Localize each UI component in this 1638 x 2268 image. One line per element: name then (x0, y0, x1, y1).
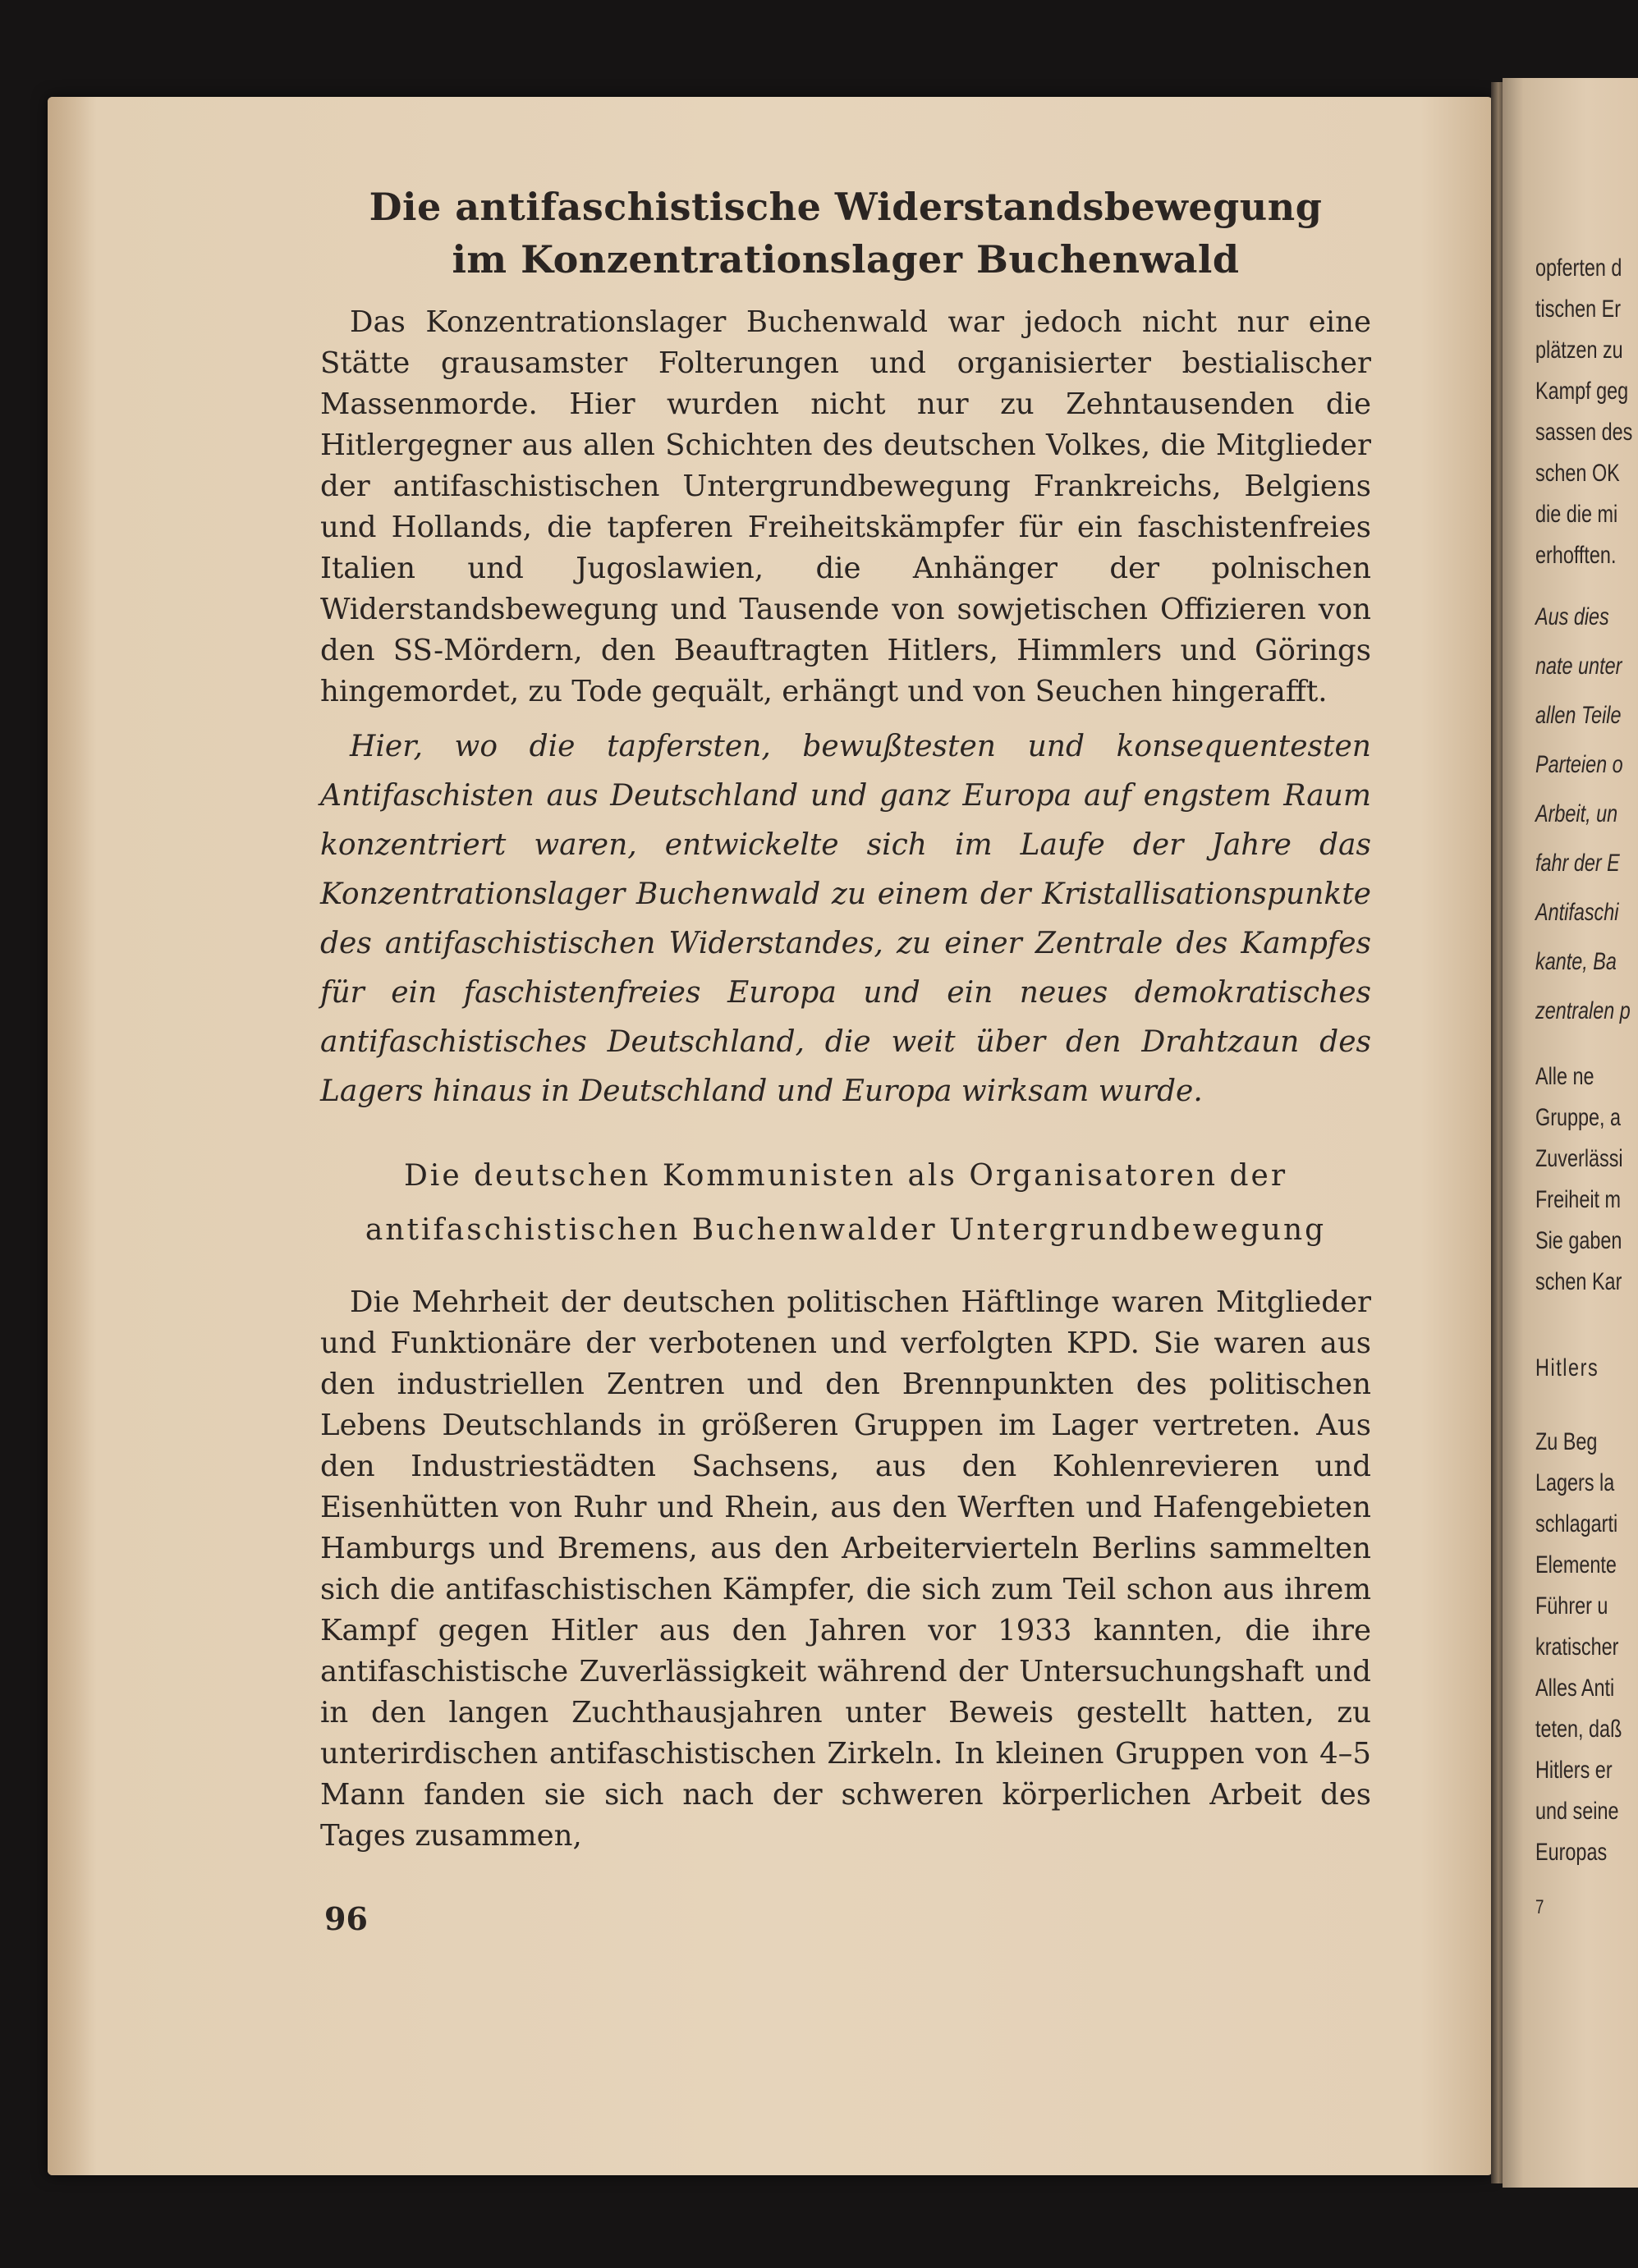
right-page-line: Lagers la (1535, 1469, 1615, 1496)
chapter-title-line1: Die antifaschistische Widerstandsbewegung (369, 185, 1323, 229)
right-page-line: teten, daß (1535, 1716, 1622, 1743)
right-page-line: erhofften. (1535, 542, 1617, 569)
right-page-line: schlagarti (1535, 1510, 1618, 1537)
page-number: 96 (324, 1900, 368, 1937)
right-page-line: Antifaschi (1535, 899, 1619, 926)
right-page-line: tischen Er (1535, 296, 1622, 323)
right-page-line: sassen des (1535, 419, 1633, 446)
paragraph-2-italic: Hier, wo die tapfersten, bewußtesten und konsequentesten Antifaschisten aus Deutschland und ganz Europa auf engstem Raum konzentriert waren, entwickelte sich im Laufe der Jahre das Konzentrationslager Buchenwald zu einem der Kristallisationspunkte des antifaschistischen Widerstandes, zu einer Zentrale des Kampfes für ein faschistenfreies Europa und ein neues demokratisches antifaschistisches Deutschland, die weit über den Drahtzaun des Lagers hinaus in Deutschland und Europa wirksam wurde. (320, 730, 1371, 1108)
right-page-line: plätzen zu (1535, 337, 1623, 364)
right-page-line: die die mi (1535, 501, 1618, 528)
paragraph-1: Das Konzentrationslager Buchenwald war jedoch nicht nur eine Stätte grausamster Folterungen und organisierter bestialischer Massenmorde. Hier wurden nicht nur zu Zehntausenden die Hitlergegner aus allen Schichten des deutschen Volkes, die Mitglieder der antifaschistischen Untergrundbewegung Frankreichs, Belgiens und Hollands, die tapferen Freiheitskämpfer für ein faschistenfreies Italien und Jugoslawien, die Anhänger der polnischen Widerstandsbewegung und Tausende von sowjetischen Offizieren von den SS-Mördern, den Beauftragten Hitlers, Himmlers und Görings hingemordet, zu Tode gequält, erhängt und von Seuchen hingerafft. (320, 305, 1371, 708)
right-page-line: Zu Beg (1535, 1428, 1598, 1455)
right-page-line: Zuverlässi (1535, 1145, 1623, 1172)
right-page-line: schen OK (1535, 460, 1620, 487)
right-page-line: kante, Ba (1535, 948, 1617, 975)
chapter-title-line2: im Konzentrationslager Buchenwald (452, 237, 1240, 282)
section-subtitle-line2: antifaschistischen Buchenwalder Untergrundbewegung (365, 1213, 1327, 1247)
right-page-line: Aus dies (1535, 603, 1609, 630)
right-page-line: Führer u (1535, 1592, 1608, 1620)
right-page-line: Freiheit m (1535, 1186, 1622, 1213)
right-page-number-fragment: 7 (1535, 1896, 1544, 1918)
paragraph-3: Die Mehrheit der deutschen politischen Häftlinge waren Mitglieder und Funktionäre der verbotenen und verfolgten KPD. Sie waren aus den industriellen Zentren und den Brennpunkten des politischen Lebens Deutschlands in größeren Gruppen im Lager vertreten. Aus den Industriestädten Sachsens, aus den Kohlenrevieren und Eisenhütten von Ruhr und Rhein, aus den Werften und Hafengebieten Hamburgs und Bremens, aus den Arbeitervierteln Berlins sammelten sich die antifaschistischen Kämpfer, die sich zum Teil schon aus ihrem Kampf gegen Hitler aus den Jahren vor 1933 kannten, die ihre antifaschistische Zuverlässigkeit während der Untersuchungshaft und in den langen Zuchthausjahren unter Beweis gestellt hatten, zu unterirdischen antifaschistischen Zirkeln. In kleinen Gruppen von 4–5 Mann fanden sie sich nach der schweren körperlichen Arbeit des Tages zusammen, (320, 1285, 1371, 1853)
right-page-line: und seine (1535, 1798, 1619, 1825)
right-page-line: Hitlers (1535, 1354, 1599, 1381)
right-page-line: Alle ne (1535, 1063, 1594, 1090)
right-page-line: Parteien o (1535, 751, 1623, 778)
right-page-line: Hitlers er (1535, 1757, 1613, 1784)
right-page-line: allen Teile (1535, 702, 1622, 729)
section-subtitle-line1: Die deutschen Kommunisten als Organisatoren der (403, 1159, 1288, 1193)
page-edge-shadow (48, 97, 97, 2175)
right-page-line: Kampf geg (1535, 378, 1629, 405)
right-page-line: Sie gaben (1535, 1227, 1622, 1254)
right-page-line: Arbeit, un (1535, 800, 1618, 827)
page-content (320, 181, 1371, 1857)
right-page-line: schen Kar (1535, 1268, 1622, 1295)
right-page-line: Europas (1535, 1839, 1608, 1866)
right-page-line: Elemente (1535, 1551, 1617, 1578)
right-page-line: opferten d (1535, 254, 1622, 282)
right-page-line: zentralen p (1535, 997, 1631, 1024)
chapter-title (320, 181, 1371, 286)
right-page-line: nate unter (1535, 653, 1622, 680)
section-subtitle (320, 1149, 1371, 1258)
right-book-page-partial (1503, 78, 1638, 2188)
right-page-line: kratischer (1535, 1633, 1619, 1661)
right-page-line: Gruppe, a (1535, 1104, 1622, 1131)
right-page-line: Alles Anti (1535, 1675, 1615, 1702)
right-page-line: fahr der E (1535, 850, 1620, 877)
